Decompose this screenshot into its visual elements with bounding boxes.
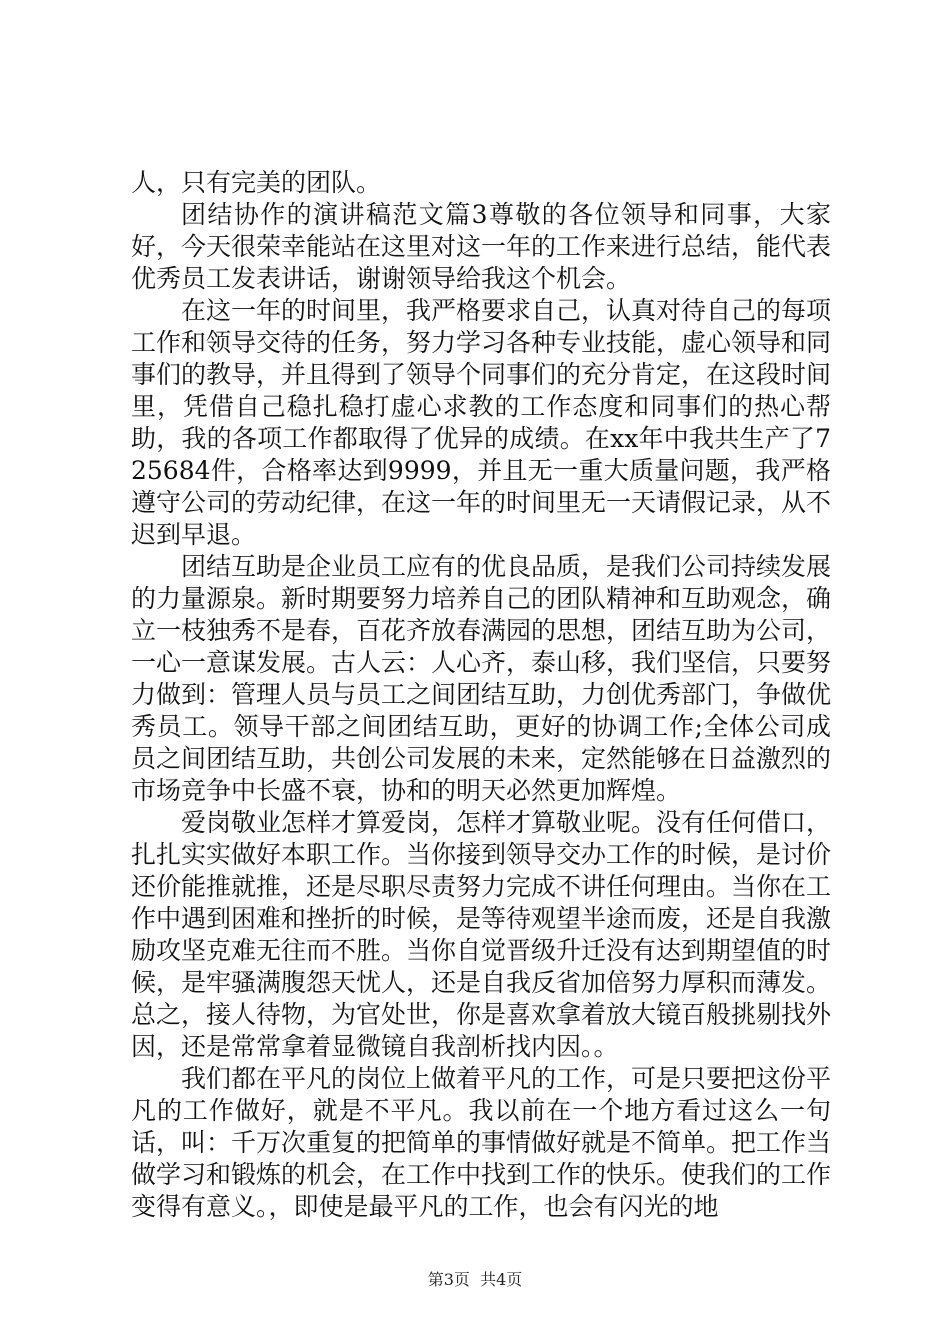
paragraph: 在这一年的时间里，我严格要求自己，认真对待自己的每项工作和领导交待的任务，努力学习各种专业技能，虚心领导和同事们的教导，并且得到了领导个同事们的充分肯定，在这段时间里，凭借自己稳扎稳打虚心求教的工作态度和同事们的热心帮助，我的各项工作都取得了优异的成绩。在xx年中我共生产了725684件，合格率达到9999，并且无一重大质量问题，我严格遵守公司的劳动纪律，在这一年的时间里无一天请假记录，从不迟到早退。 (131, 296, 832, 549)
paragraph: 团结互助是企业员工应有的优良品质，是我们公司持续发展的力量源泉。新时期要努力培养自己的团队精神和互助观念，确立一枝独秀不是春，百花齐放春满园的思想，团结互助为公司，一心一意谋发展。古人云：人心齐，泰山移，我们坚信，只要努力做到：管理人员与员工之间团结互助，力创优秀部门，争做优秀员工。领导干部之间团结互助，更好的协调工作;全体公司成员之间团结互助，共创公司发展的未来，定然能够在日益激烈的市场竞争中长盛不衰，协和的明天必然更加辉煌。 (131, 552, 832, 805)
page-number-footer: 第3页 共4页 (427, 1270, 523, 1289)
paragraph: 爱岗敬业怎样才算爱岗，怎样才算敬业呢。没有任何借口，扎扎实实做好本职工作。当你接到领导交办工作的时候，是讨价还价能推就推，还是尽职尽责努力完成不讲任何理由。当你在工作中遇到困难和挫折的时候，是等待观望半途而废，还是自我激励攻坚克难无往而不胜。当你自觉晋级升迁没有达到期望值的时候，是牢骚满腹怨天忧人，还是自我反省加倍努力厚积而薄发。总之，接人待物，为官处世，你是喜欢拿着放大镜百般挑剔找外因，还是常常拿着显微镜自我剖析找内因。。 (131, 808, 832, 1061)
paragraph: 团结协作的演讲稿范文篇3尊敬的各位领导和同事，大家好，今天很荣幸能站在这里对这一年的工作来进行总结，能代表优秀员工发表讲话，谢谢领导给我这个机会。 (131, 200, 832, 293)
body-text (131, 167, 831, 1223)
paragraph: 人，只有完美的团队。 (131, 168, 382, 197)
paragraph: 我们都在平凡的岗位上做着平凡的工作，可是只要把这份平凡的工作做好，就是不平凡。我以前在一个地方看过这么一句话，叫：千万次重复的把简单的事情做好就是不简单。把工作当做学习和锻炼的机会，在工作中找到工作的快乐。使我们的工作变得有意义。，即使是最平凡的工作，也会有闪光的地 (131, 1064, 832, 1221)
